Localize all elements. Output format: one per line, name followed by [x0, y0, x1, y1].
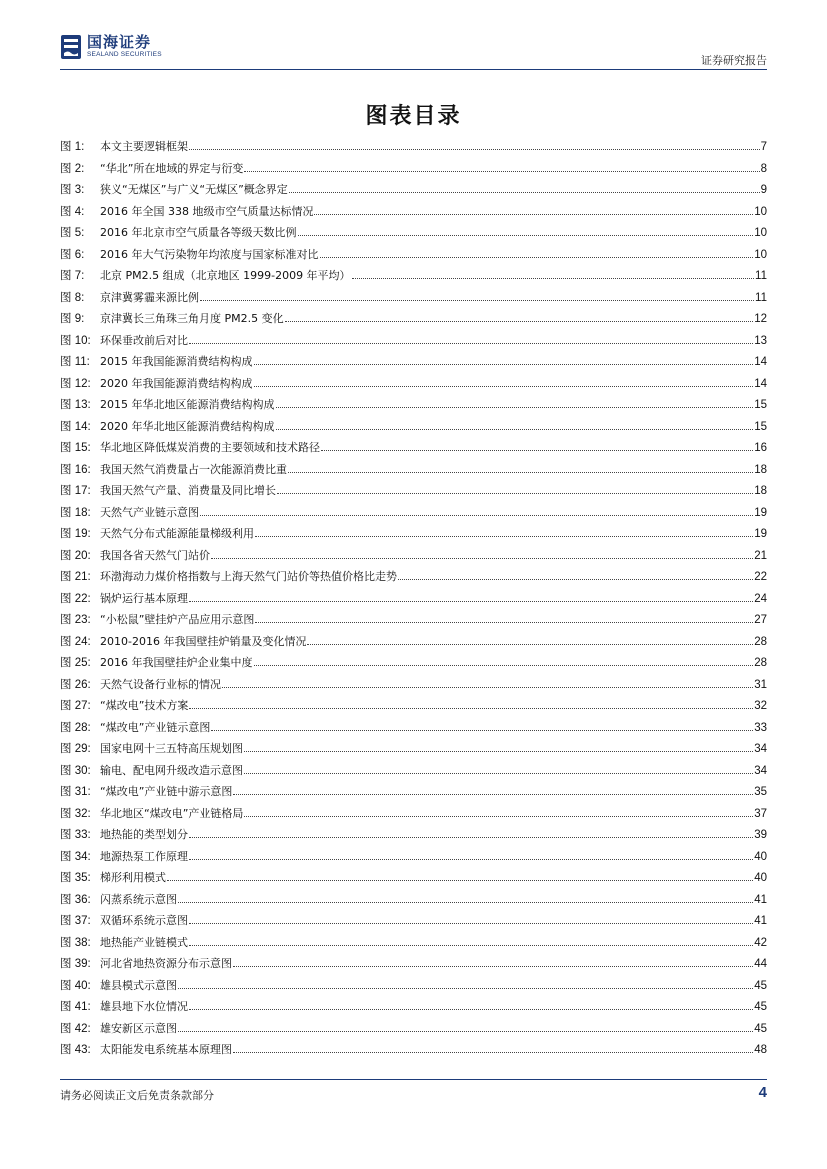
toc-leader-dots [167, 880, 753, 881]
toc-figure-number: 图 39: [60, 958, 91, 970]
toc-figure-title: 地热能产业链模式 [100, 935, 188, 949]
toc-entry[interactable] [60, 910, 767, 932]
toc-leader-dots [398, 579, 753, 580]
toc-entry[interactable] [60, 308, 767, 330]
toc-figure-number: 图 28: [60, 721, 91, 734]
toc-page-number: 31 [754, 678, 767, 691]
toc-figure-title: 华北地区“煤改电”产业链格局 [100, 806, 244, 820]
toc-entry[interactable] [60, 824, 767, 846]
toc-figure-title: 锅炉运行基本原理 [100, 591, 188, 605]
toc-figure-title: 狭义“无煤区”与广义“无煤区”概念界定 [100, 183, 288, 196]
toc-figure-title: 2016 年大气污染物年均浓度与国家标准对比 [100, 247, 319, 261]
toc-figure-number: 图 13: [60, 399, 91, 411]
toc-page-number: 13 [754, 334, 767, 347]
toc-figure-title: 本文主要逻辑框架 [100, 140, 188, 153]
toc-page-number: 7 [760, 141, 767, 153]
toc-leader-dots [178, 902, 753, 903]
toc-figure-number: 图 21: [60, 571, 91, 583]
toc-figure-title: 2015 年我国能源消费结构构成 [100, 355, 253, 368]
toc-figure-number: 图 8: [60, 291, 85, 304]
toc-leader-dots [211, 730, 753, 731]
toc-figure-number: 图 10: [60, 334, 91, 347]
toc-entry[interactable] [60, 1039, 767, 1061]
toc-figure-title: 地源热泵工作原理 [100, 849, 188, 863]
toc-leader-dots [178, 988, 753, 989]
toc-leader-dots [244, 751, 753, 752]
toc-leader-dots [178, 1031, 753, 1032]
toc-entry[interactable] [60, 416, 767, 438]
toc-entry[interactable] [60, 760, 767, 782]
toc-figure-number: 图 40: [60, 979, 91, 992]
toc-page-number: 19 [754, 506, 767, 519]
toc-leader-dots [244, 773, 753, 774]
toc-figure-number: 图 18: [60, 506, 91, 519]
toc-entry[interactable] [60, 609, 767, 631]
toc-leader-dots [189, 1009, 753, 1010]
toc-entry[interactable] [60, 652, 767, 674]
toc-page-number: 45 [754, 979, 767, 992]
toc-figure-title: 梯形利用模式 [100, 871, 166, 884]
toc-entry[interactable] [60, 781, 767, 803]
toc-leader-dots [233, 966, 753, 967]
toc-figure-title: 输电、配电网升级改造示意图 [100, 763, 243, 777]
toc-figure-number: 图 31: [60, 786, 91, 798]
toc-entry[interactable] [60, 201, 767, 223]
sealand-logo-icon [60, 34, 82, 60]
toc-figure-number: 图 15: [60, 442, 91, 454]
toc-figure-title: 地热能的类型划分 [100, 828, 188, 841]
toc-figure-title: 太阳能发电系统基本原理图 [100, 1043, 232, 1056]
toc-entry[interactable] [60, 351, 767, 373]
toc-leader-dots [298, 235, 754, 236]
toc-leader-dots [211, 558, 753, 559]
toc-leader-dots [254, 665, 754, 666]
toc-entry[interactable] [60, 545, 767, 567]
toc-figure-number: 图 4: [60, 205, 85, 218]
toc-page-number: 21 [754, 549, 767, 562]
toc-figure-title: 雄县模式示意图 [100, 978, 177, 992]
toc-entry[interactable] [60, 738, 767, 760]
toc-figure-title: 2010-2016 年我国壁挂炉销量及变化情况 [100, 634, 307, 648]
logo-cn-text: 国海证券 [87, 33, 152, 51]
toc-page-number: 11 [755, 270, 767, 282]
toc-leader-dots [276, 429, 754, 430]
toc-page-number: 32 [754, 700, 767, 712]
toc-leader-dots [289, 192, 760, 193]
toc-entry[interactable] [60, 953, 767, 975]
toc-page-number: 33 [754, 721, 767, 734]
toc-figure-number: 图 16: [60, 463, 91, 476]
toc-entry[interactable] [60, 373, 767, 395]
toc-leader-dots [189, 708, 753, 709]
toc-figure-title: 京津冀雾霾来源比例 [100, 290, 199, 304]
toc-figure-title: 双循环系统示意图 [100, 914, 188, 927]
toc-leader-dots [321, 450, 753, 451]
toc-entry[interactable] [60, 330, 767, 352]
toc-page-number: 10 [754, 227, 767, 239]
toc-figure-number: 图 14: [60, 420, 91, 433]
toc-leader-dots [244, 171, 759, 172]
toc-figure-number: 图 20: [60, 549, 91, 562]
toc-leader-dots [307, 644, 753, 645]
page-number: 4 [758, 1084, 767, 1101]
toc-figure-title: 2015 年华北地区能源消费结构构成 [100, 398, 275, 411]
toc-page-number: 42 [754, 936, 767, 949]
toc-page-number: 34 [754, 764, 767, 777]
toc-figure-title: 环渤海动力煤价格指数与上海天然气门站价等热值价格比走势 [100, 570, 397, 583]
toc-entry[interactable] [60, 695, 767, 717]
toc-figure-title: 华北地区降低煤炭消费的主要领域和技术路径 [100, 441, 320, 454]
footer-disclaimer: 请务必阅读正文后免责条款部分 [60, 1089, 214, 1102]
toc-figure-number: 图 32: [60, 807, 91, 820]
toc-figure-number: 图 37: [60, 915, 91, 927]
toc-leader-dots [254, 364, 754, 365]
toc-leader-dots [255, 536, 753, 537]
toc-figure-title: 雄安新区示意图 [100, 1021, 177, 1035]
toc-page-number: 22 [754, 571, 767, 583]
toc-figure-title: 北京 PM2.5 组成（北京地区 1999-2009 年平均） [100, 269, 351, 282]
toc-figure-number: 图 2: [60, 162, 85, 175]
toc-figure-title: 我国天然气消费量占一次能源消费比重 [100, 462, 287, 476]
toc-figure-number: 图 9: [60, 313, 85, 325]
toc-figure-number: 图 26: [60, 678, 91, 691]
toc-figure-title: “煤改电”产业链示意图 [100, 720, 211, 734]
toc-entry[interactable] [60, 996, 767, 1018]
toc-leader-dots [285, 321, 754, 322]
toc-leader-dots [233, 794, 753, 795]
toc-entry[interactable] [60, 136, 767, 158]
toc-figure-number: 图 33: [60, 829, 91, 841]
toc-leader-dots [255, 622, 753, 623]
toc-entry[interactable] [60, 502, 767, 524]
toc-leader-dots [277, 493, 753, 494]
toc-figure-title: 2020 年我国能源消费结构构成 [100, 376, 253, 390]
toc-figure-title: 环保垂改前后对比 [100, 333, 188, 347]
figure-toc [60, 136, 767, 1061]
toc-figure-number: 图 22: [60, 592, 91, 605]
toc-entry[interactable] [60, 631, 767, 653]
toc-page-number: 24 [754, 592, 767, 605]
toc-entry[interactable] [60, 244, 767, 266]
toc-leader-dots [189, 837, 753, 838]
toc-figure-number: 图 34: [60, 850, 91, 863]
toc-figure-title: 天然气分布式能源能量梯级利用 [100, 527, 254, 540]
toc-leader-dots [314, 214, 753, 215]
toc-figure-number: 图 17: [60, 485, 91, 497]
toc-figure-number: 图 3: [60, 184, 85, 196]
toc-leader-dots [222, 687, 753, 688]
toc-figure-number: 图 6: [60, 248, 85, 261]
toc-page-number: 12 [754, 313, 767, 325]
toc-figure-number: 图 5: [60, 227, 85, 239]
toc-figure-number: 图 7: [60, 270, 85, 282]
toc-figure-title: “华北”所在地域的界定与衍变 [100, 161, 244, 175]
toc-leader-dots [189, 945, 753, 946]
toc-page-number: 19 [754, 528, 767, 540]
toc-leader-dots [189, 601, 753, 602]
toc-figure-number: 图 43: [60, 1044, 91, 1056]
toc-page-number: 40 [754, 872, 767, 884]
toc-entry[interactable] [60, 717, 767, 739]
toc-figure-number: 图 24: [60, 635, 91, 648]
toc-leader-dots [189, 859, 753, 860]
toc-figure-title: 2016 年北京市空气质量各等级天数比例 [100, 226, 297, 239]
toc-figure-title: 雄县地下水位情况 [100, 1000, 188, 1013]
toc-page-number: 15 [754, 399, 767, 411]
toc-entry[interactable] [60, 975, 767, 997]
toc-page-number: 11 [755, 291, 767, 304]
toc-page-number: 41 [754, 915, 767, 927]
toc-entry[interactable] [60, 222, 767, 244]
toc-page-number: 14 [754, 377, 767, 390]
toc-entry[interactable] [60, 674, 767, 696]
footer-divider [60, 1079, 767, 1080]
toc-page-number: 28 [754, 635, 767, 648]
toc-page-number: 18 [754, 463, 767, 476]
toc-figure-number: 图 19: [60, 528, 91, 540]
toc-leader-dots [276, 407, 754, 408]
toc-figure-number: 图 29: [60, 743, 91, 755]
toc-entry[interactable] [60, 394, 767, 416]
toc-leader-dots [200, 300, 754, 301]
toc-figure-number: 图 42: [60, 1022, 91, 1035]
toc-figure-number: 图 27: [60, 700, 91, 712]
toc-entry[interactable] [60, 588, 767, 610]
toc-entry[interactable] [60, 889, 767, 911]
toc-figure-title: 我国天然气产量、消费量及同比增长 [100, 484, 276, 497]
toc-page-number: 18 [754, 485, 767, 497]
page-header [60, 34, 767, 66]
toc-leader-dots [189, 343, 753, 344]
page-title: 图表目录 [365, 103, 462, 129]
toc-leader-dots [254, 386, 754, 387]
toc-page-number: 40 [754, 850, 767, 863]
toc-entry[interactable] [60, 566, 767, 588]
toc-page-number: 10 [754, 248, 767, 261]
toc-figure-number: 图 11: [60, 356, 90, 368]
toc-page-number: 27 [754, 614, 767, 626]
toc-page-number: 48 [754, 1044, 767, 1056]
toc-figure-number: 图 35: [60, 872, 91, 884]
document-type: 证券研究报告 [701, 54, 767, 67]
toc-entry[interactable] [60, 287, 767, 309]
toc-figure-title: 闪蒸系统示意图 [100, 892, 177, 906]
toc-entry[interactable] [60, 867, 767, 889]
toc-leader-dots [320, 257, 754, 258]
toc-figure-number: 图 41: [60, 1001, 91, 1013]
toc-figure-number: 图 36: [60, 893, 91, 906]
toc-entry[interactable] [60, 459, 767, 481]
toc-page-number: 45 [754, 1022, 767, 1035]
toc-page-number: 8 [760, 162, 767, 175]
toc-figure-title: “小松鼠”壁挂炉产品应用示意图 [100, 613, 255, 626]
toc-leader-dots [233, 1052, 753, 1053]
toc-figure-title: 2020 年华北地区能源消费结构构成 [100, 419, 275, 433]
toc-leader-dots [200, 515, 753, 516]
toc-figure-title: 2016 年我国壁挂炉企业集中度 [100, 656, 253, 669]
toc-leader-dots [244, 816, 753, 817]
toc-leader-dots [189, 923, 753, 924]
toc-entry[interactable] [60, 932, 767, 954]
toc-page-number: 39 [754, 829, 767, 841]
toc-figure-number: 图 1: [60, 141, 85, 153]
toc-figure-title: 我国各省天然气门站价 [100, 548, 210, 562]
toc-figure-title: 2016 年全国 338 地级市空气质量达标情况 [100, 204, 314, 218]
toc-figure-number: 图 38: [60, 936, 91, 949]
toc-figure-title: 天然气产业链示意图 [100, 505, 199, 519]
toc-page-number: 44 [754, 958, 767, 970]
toc-figure-number: 图 12: [60, 377, 91, 390]
toc-entry[interactable] [60, 158, 767, 180]
toc-entry[interactable] [60, 803, 767, 825]
toc-entry[interactable] [60, 523, 767, 545]
toc-entry[interactable] [60, 480, 767, 502]
toc-figure-title: 国家电网十三五特高压规划图 [100, 742, 243, 755]
toc-page-number: 9 [760, 184, 767, 196]
toc-figure-number: 图 25: [60, 657, 91, 669]
toc-leader-dots [352, 278, 754, 279]
toc-page-number: 14 [754, 356, 767, 368]
logo-en-text: SEALAND SECURITIES [87, 51, 162, 58]
toc-entry[interactable] [60, 437, 767, 459]
toc-page-number: 45 [754, 1001, 767, 1013]
toc-figure-number: 图 30: [60, 764, 91, 777]
toc-page-number: 15 [754, 420, 767, 433]
toc-page-number: 16 [754, 442, 767, 454]
company-logo [60, 34, 162, 60]
toc-figure-title: “煤改电”技术方案 [100, 699, 189, 712]
toc-entry[interactable] [60, 1018, 767, 1040]
toc-figure-title: 天然气设备行业标的情况 [100, 677, 221, 691]
toc-figure-title: 京津冀长三角珠三角月度 PM2.5 变化 [100, 312, 284, 325]
toc-figure-number: 图 23: [60, 614, 91, 626]
toc-figure-title: “煤改电”产业链中游示意图 [100, 785, 233, 798]
toc-leader-dots [189, 149, 760, 150]
toc-leader-dots [288, 472, 753, 473]
header-divider [60, 69, 767, 70]
toc-entry[interactable] [60, 265, 767, 287]
toc-page-number: 28 [754, 657, 767, 669]
toc-page-number: 34 [754, 743, 767, 755]
toc-page-number: 37 [754, 807, 767, 820]
toc-figure-title: 河北省地热资源分布示意图 [100, 957, 232, 970]
toc-page-number: 41 [754, 893, 767, 906]
toc-entry[interactable] [60, 179, 767, 201]
toc-page-number: 10 [754, 205, 767, 218]
toc-page-number: 35 [754, 786, 767, 798]
toc-entry[interactable] [60, 846, 767, 868]
